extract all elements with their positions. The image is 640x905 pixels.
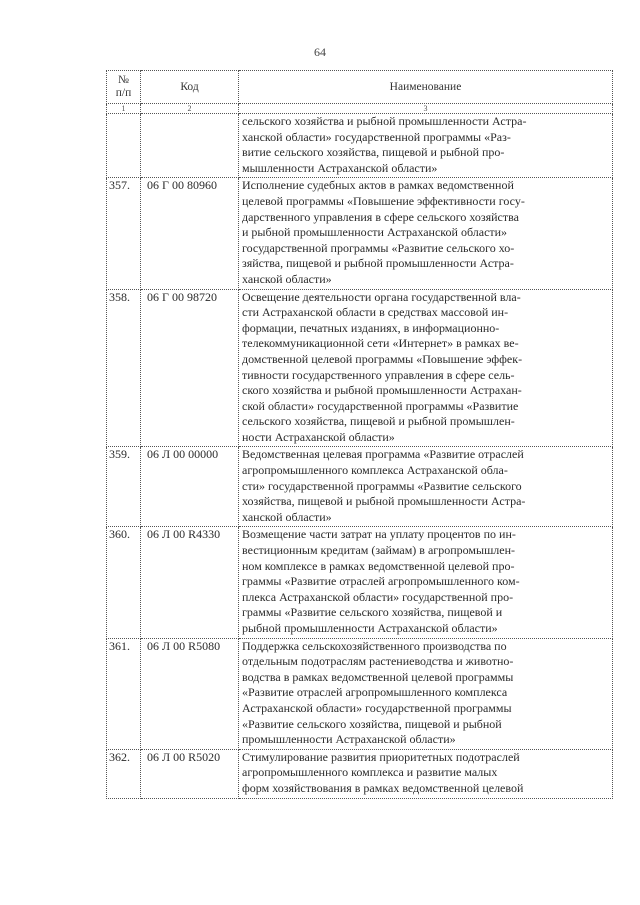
table-row (107, 638, 613, 749)
name-line: граммы «Развитие сельского хозяйства, пищевой и (242, 605, 503, 620)
name-line: формации, печатных изданиях, в информационно- (242, 320, 500, 335)
row-code: 06 Л 00 R5020 (141, 749, 239, 798)
name-line: Стимулирование развития приоритетных подотраслей (242, 749, 520, 764)
name-line: целевой программы «Повышение эффективности госу- (242, 193, 525, 208)
name-line: дарственного управления в сфере сельского хозяйства (242, 209, 519, 224)
row-number: 357. (107, 178, 141, 289)
row-number: 361. (107, 638, 141, 749)
row-number: 359. (107, 447, 141, 527)
name-line: Поддержка сельскохозяйственного производства по (242, 638, 507, 653)
name-line: Астраханской области» государственной программы (242, 700, 512, 715)
name-line: форм хозяйствования в рамках ведомственной целевой (242, 780, 524, 795)
row-code: 06 Л 00 00000 (141, 447, 239, 527)
row-code (141, 114, 239, 178)
table-row (107, 178, 613, 289)
name-line: сельского хозяйства, пищевой и рыбной промышлен- (242, 414, 515, 429)
column-index: 3 (239, 104, 613, 114)
name-line: Освещение деятельности органа государственной вла- (242, 289, 521, 304)
row-code: 06 Л 00 R4330 (141, 527, 239, 638)
name-line: «Развитие отраслей агропромышленного комплекса (242, 685, 508, 700)
name-line: ханской области» (242, 271, 332, 286)
name-line: вестиционным кредитам (займам) в агропромышлен- (242, 543, 516, 558)
row-name (239, 749, 613, 798)
name-line: зяйства, пищевой и рыбной промышленности Астра- (242, 256, 514, 271)
name-line: государственной программы «Развитие сельского хо- (242, 240, 515, 255)
header-num: № п/п (107, 71, 141, 104)
row-code: 06 Л 00 R5080 (141, 638, 239, 749)
name-line: витие сельского хозяйства, пищевой и рыбной про- (242, 145, 505, 160)
table-row (107, 114, 613, 178)
column-index-row (107, 104, 613, 114)
budget-classification-table (106, 70, 613, 799)
header-code: Код (141, 71, 239, 104)
name-line: тивности государственного управления в сфере сель- (242, 367, 515, 382)
name-line: водства в рамках ведомственной целевой программы (242, 669, 514, 684)
row-number (107, 114, 141, 178)
name-line: ского хозяйства и рыбной промышленности Астрахан- (242, 383, 522, 398)
row-name (239, 289, 613, 447)
table-row (107, 289, 613, 447)
name-line: отдельным подотраслям растениеводства и животно- (242, 654, 514, 669)
name-line: граммы «Развитие отраслей агропромышленного ком- (242, 574, 520, 589)
table-row (107, 527, 613, 638)
row-name (239, 527, 613, 638)
name-line: промышленности Астраханской области» (242, 732, 456, 747)
row-number: 362. (107, 749, 141, 798)
header-name: Наименование (239, 71, 613, 104)
name-line: агропромышленного комплекса и развитие малых (242, 765, 498, 780)
column-index: 1 (107, 104, 141, 114)
table-header-row (107, 71, 613, 104)
row-code: 06 Г 00 98720 (141, 289, 239, 447)
name-line: сельского хозяйства и рыбной промышленности Астра- (242, 114, 527, 128)
name-line: рыбной промышленности Астраханской области» (242, 621, 498, 635)
name-line: агропромышленного комплекса Астраханской обла- (242, 463, 508, 478)
name-line: плекса Астраханской области» государственной про- (242, 589, 514, 604)
row-number: 360. (107, 527, 141, 638)
name-line: мышленности Астраханской области» (242, 160, 438, 175)
table-row (107, 749, 613, 798)
name-line: ханской области» государственной программы «Раз- (242, 129, 511, 144)
row-number: 358. (107, 289, 141, 447)
name-line: ханской области» (242, 509, 332, 524)
name-line: ном комплексе в рамках ведомственной целевой про- (242, 558, 515, 573)
name-line: и рыбной промышленности Астраханской области» (242, 225, 508, 240)
name-line: Возмещение части затрат на уплату процентов по ин- (242, 527, 516, 542)
name-line: телекоммуникационной сети «Интернет» в рамках ве- (242, 336, 519, 351)
name-line: «Развитие сельского хозяйства, пищевой и рыбной (242, 716, 502, 731)
row-name (239, 114, 613, 178)
row-name (239, 638, 613, 749)
name-line: хозяйства, пищевой и рыбной промышленности Астра- (242, 494, 526, 509)
name-line: домственной целевой программы «Повышение эффек- (242, 351, 523, 366)
page-number: 64 (314, 45, 326, 59)
row-name (239, 447, 613, 527)
name-line: ской области» государственной программы «Развитие (242, 398, 519, 413)
name-line: сти Астраханской области в средствах массовой ин- (242, 305, 509, 320)
table-row (107, 447, 613, 527)
row-code: 06 Г 00 80960 (141, 178, 239, 289)
row-name (239, 178, 613, 289)
name-line: сти» государственной программы «Развитие сельского (242, 478, 522, 493)
name-line: Исполнение судебных актов в рамках ведомственной (242, 178, 514, 193)
name-line: Ведомственная целевая программа «Развитие отраслей (242, 447, 524, 462)
name-line: ности Астраханской области» (242, 429, 395, 444)
column-index: 2 (141, 104, 239, 114)
